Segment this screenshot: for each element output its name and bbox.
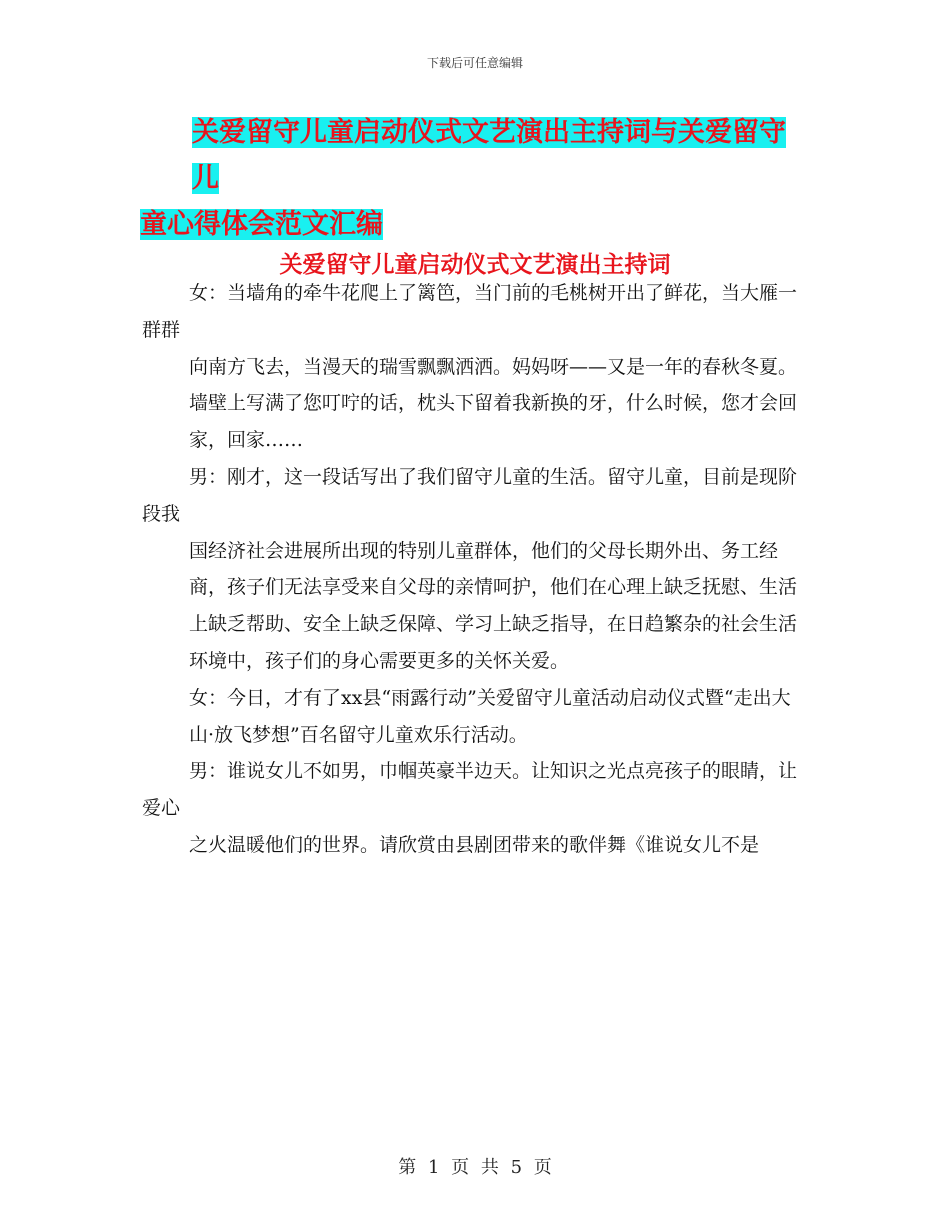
paragraph: 国经济社会进展所出现的特别儿童群体，他们的父母长期外出、务工经 (189, 539, 779, 562)
document-title (140, 110, 810, 248)
paragraph: 女：今日，才有了xx县“雨露行动”关爱留守儿童活动启动仪式暨“走出大 (189, 686, 791, 709)
header-note: 下载后可任意编辑 (426, 56, 523, 70)
paragraph: 之火温暖他们的世界。请欣赏由县剧团带来的歌伴舞《谁说女儿不是 (189, 833, 760, 856)
paragraph: 家，回家…… (189, 429, 304, 452)
paragraph: 向南方飞去，当漫天的瑞雪飘飘洒洒。妈妈呀——又是一年的春秋冬夏。 (189, 355, 798, 378)
title-line-1 (140, 110, 810, 202)
paragraph: 女：当墙角的牵牛花爬上了篱笆，当门前的毛桃树开出了鲜花，当大雁一群群 (142, 282, 798, 341)
paragraph: 男：谁说女儿不如男，巾帼英豪半边天。让知识之光点亮孩子的眼睛，让爱心 (142, 760, 798, 820)
paragraph: 墙壁上写满了您叮咛的话，枕头下留着我新换的牙，什么时候，您才会回 (189, 392, 798, 415)
paragraph: 山·放飞梦想”百名留守儿童欢乐行活动。 (189, 723, 528, 746)
body-text (142, 275, 810, 864)
paragraph: 男：刚才，这一段话写出了我们留守儿童的生活。留守儿童，目前是现阶段我 (142, 465, 798, 525)
paragraph: 环境中，孩子们的身心需要更多的关怀关爱。 (189, 649, 570, 672)
title-line-2 (140, 202, 810, 248)
paragraph: 商，孩子们无法享受来自父母的亲情呵护，他们在心理上缺乏抚慰、生活 (189, 576, 798, 599)
page-number-footer: 第 1 页 共 5 页 (398, 1157, 552, 1178)
title-highlight-2: 童心得体会范文汇编 (140, 209, 383, 240)
section-title: 关爱留守儿童启动仪式文艺演出主持词 (279, 252, 671, 278)
title-highlight-1: 关爱留守儿童启动仪式文艺演出主持词与关爱留守儿 (192, 117, 786, 194)
paragraph: 上缺乏帮助、安全上缺乏保障、学习上缺乏指导，在日趋繁杂的社会生活 (189, 613, 798, 636)
